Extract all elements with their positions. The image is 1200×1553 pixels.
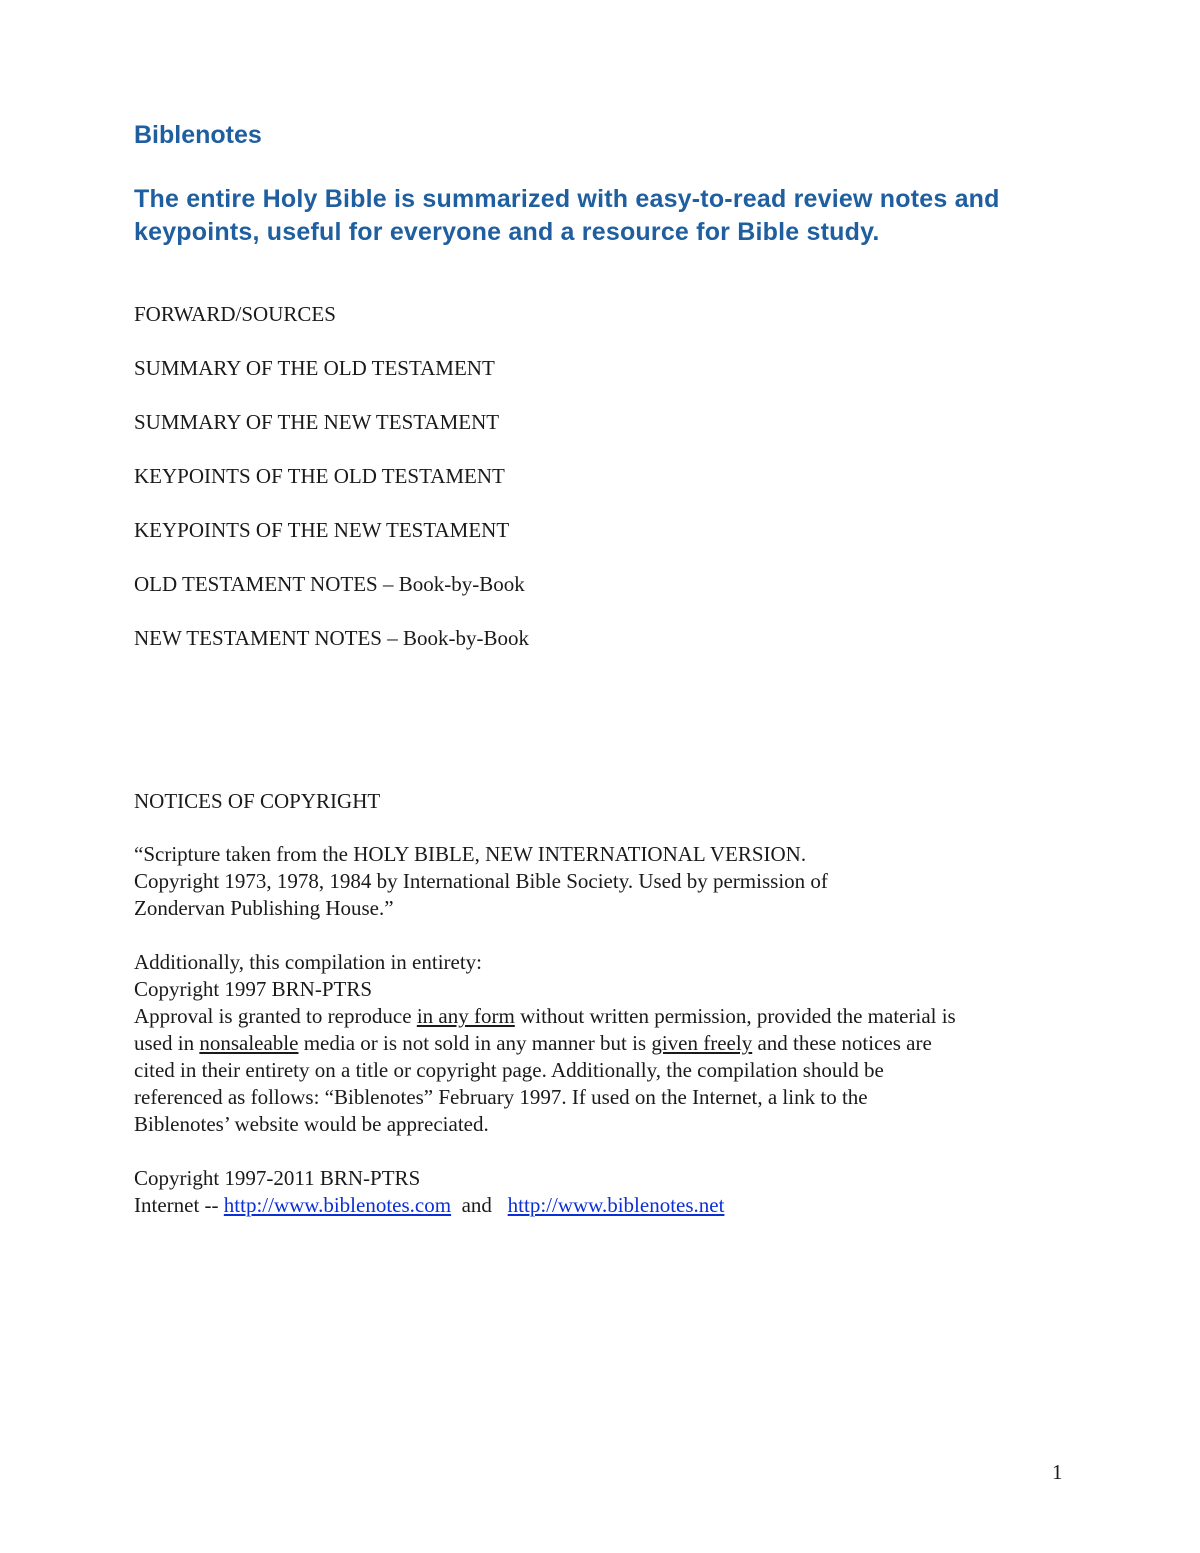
- compilation-notice: [134, 949, 1074, 1138]
- copyright-notices-heading: NOTICES OF COPYRIGHT: [134, 789, 381, 813]
- compilation-copyright: Copyright 1997 BRN-PTRS: [134, 977, 373, 1001]
- toc-item-keypoints-old-testament[interactable]: KEYPOINTS OF THE OLD TESTAMENT: [134, 464, 505, 488]
- biblenotes-com-link[interactable]: http://www.biblenotes.com: [223, 1193, 452, 1217]
- table-of-contents: [134, 300, 529, 678]
- usage-line: [134, 1030, 1074, 1057]
- biblenotes-net-link[interactable]: http://www.biblenotes.net: [507, 1193, 725, 1217]
- usage-text: and these notices are: [752, 1031, 932, 1055]
- nonsaleable-underlined: nonsaleable: [199, 1031, 299, 1055]
- citation-line: cited in their entirety on a title or copyright page. Additionally, the compilation should be: [134, 1058, 884, 1082]
- and-text: and: [451, 1193, 508, 1217]
- approval-text: Approval is granted to reproduce: [134, 1004, 417, 1028]
- usage-text: used in: [134, 1031, 200, 1055]
- quote-line: “Scripture taken from the HOLY BIBLE, NEW INTERNATIONAL VERSION.: [134, 842, 807, 866]
- page-number: 1: [1052, 1460, 1063, 1484]
- approval-text: without written permission, provided the material is: [514, 1004, 956, 1028]
- internet-label: Internet --: [134, 1193, 224, 1217]
- toc-item-new-testament-notes[interactable]: NEW TESTAMENT NOTES – Book-by-Book: [134, 626, 529, 650]
- toc-item-summary-new-testament[interactable]: SUMMARY OF THE NEW TESTAMENT: [134, 410, 500, 434]
- toc-item-forward-sources[interactable]: FORWARD/SOURCES: [134, 302, 336, 326]
- document-tagline: The entire Holy Bible is summarized with easy-to-read review notes and keypoints, useful for everyone and a resource for Bible study.: [134, 185, 1000, 246]
- scripture-quote: [134, 841, 1074, 922]
- approval-line: [134, 1003, 1074, 1030]
- quote-line: Zondervan Publishing House.”: [134, 896, 394, 920]
- toc-item-old-testament-notes[interactable]: OLD TESTAMENT NOTES – Book-by-Book: [134, 572, 525, 596]
- reference-line: referenced as follows: “Biblenotes” February 1997. If used on the Internet, a link to the: [134, 1085, 868, 1109]
- toc-item-summary-old-testament[interactable]: SUMMARY OF THE OLD TESTAMENT: [134, 356, 495, 380]
- given-freely-underlined: given freely: [651, 1031, 753, 1055]
- website-line: Biblenotes’ website would be appreciated.: [134, 1112, 489, 1136]
- in-any-form-underlined: in any form: [416, 1004, 515, 1028]
- quote-line: Copyright 1973, 1978, 1984 by International Bible Society. Used by permission of: [134, 869, 828, 893]
- compilation-intro: Additionally, this compilation in entirety:: [134, 950, 483, 974]
- footer-copyright: Copyright 1997-2011 BRN-PTRS: [134, 1166, 421, 1190]
- footer-copyright-block: [134, 1165, 724, 1219]
- internet-links-line: [134, 1192, 724, 1219]
- toc-item-keypoints-new-testament[interactable]: KEYPOINTS OF THE NEW TESTAMENT: [134, 518, 510, 542]
- usage-text: media or is not sold in any manner but is: [298, 1031, 652, 1055]
- document-title: Biblenotes: [134, 121, 262, 149]
